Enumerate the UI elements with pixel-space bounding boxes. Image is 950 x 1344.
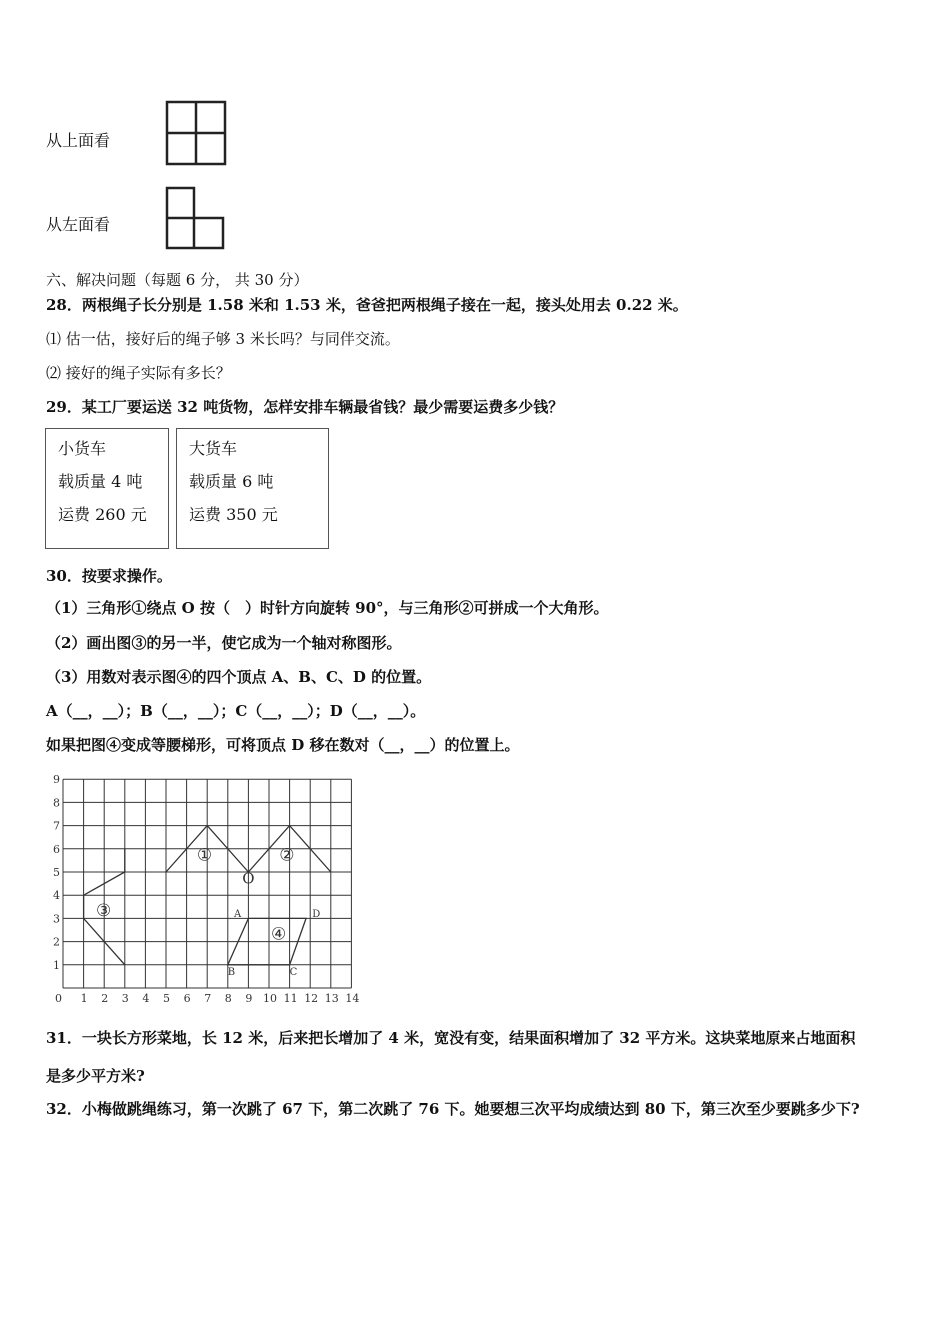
x-tick-label: 11 [283, 992, 298, 1005]
x-tick-label: 7 [204, 992, 212, 1005]
x-tick-label: 5 [163, 992, 170, 1005]
q30-sub3: （3）用数对表示图④的四个顶点 A、B、C、D 的位置。 [46, 668, 432, 686]
q31-line1: 31．一块长方形菜地，长 12 米，后来把长增加了 4 米，宽没有变，结果面积增加了 32 平方米。这块菜地原来占地面积 [46, 1029, 856, 1047]
x-tick-label: 14 [345, 992, 360, 1005]
y-tick-label: 8 [53, 796, 60, 810]
big-truck-name: 大货车 [189, 439, 238, 458]
q31-line2: 是多少平方米? [46, 1067, 145, 1085]
y-tick-label: 2 [53, 935, 60, 949]
x-tick-label: 13 [324, 992, 339, 1005]
x-tick-label: 8 [224, 992, 232, 1005]
y-tick-label: 1 [53, 958, 60, 972]
point-o-label: O [242, 869, 255, 888]
x-tick-label: 3 [121, 992, 129, 1005]
q30-answer-line: A（__，__）；B（__，__）；C（__，__）；D（__，__）。 [46, 702, 426, 720]
small-truck-fee: 运费 260 元 [58, 505, 147, 524]
x-tick-label: 10 [263, 992, 277, 1005]
left-view-figure [160, 184, 230, 254]
triangle-2-label: ② [279, 845, 295, 866]
section-6-header: 六、解决问题（每题 6 分， 共 30 分） [46, 271, 309, 289]
y-tick-label: 3 [53, 912, 60, 926]
big-truck-card [176, 428, 329, 549]
x-tick-label: 9 [245, 992, 253, 1005]
point-a-label: A [233, 909, 242, 921]
y-tick-label: 7 [53, 819, 60, 833]
big-truck-fee: 运费 350 元 [189, 505, 278, 524]
x-tick-label: 1 [80, 992, 88, 1005]
small-truck-capacity: 载质量 4 吨 [58, 472, 143, 491]
coordinate-grid [40, 766, 370, 1008]
point-b-label: B [227, 967, 236, 979]
triangle-1-label: ① [196, 845, 213, 866]
q30-sub1: （1）三角形①绕点 O 按（ ）时针方向旋转 90°，与三角形②可拼成一个大角形。 [46, 599, 609, 617]
grid-ticks [53, 773, 359, 1005]
y-tick-label: 9 [53, 773, 60, 787]
x-tick-label: 12 [304, 992, 319, 1005]
y-tick-label: 5 [53, 866, 60, 879]
view-left-label: 从左面看 [46, 215, 111, 234]
q30-stem: 30．按要求操作。 [46, 567, 172, 585]
top-view-figure [160, 98, 230, 170]
point-c-label: C [289, 967, 298, 979]
grid-lines [63, 779, 351, 988]
q30-followup: 如果把图④变成等腰梯形，可将顶点 D 移在数对（__，__）的位置上。 [46, 736, 520, 754]
q28-stem: 28．两根绳子长分别是 1.58 米和 1.53 米，爸爸把两根绳子接在一起，接头处用去 0.22 米。 [46, 296, 688, 314]
small-truck-name: 小货车 [58, 439, 107, 458]
q29-stem: 29．某工厂要运送 32 吨货物，怎样安排车辆最省钱？最少需要运费多少钱？ [46, 398, 564, 416]
x-tick-label: 0 [55, 992, 62, 1005]
point-d-label: D [312, 909, 321, 921]
x-tick-label: 4 [142, 992, 150, 1005]
grid-labels [96, 845, 320, 978]
small-truck-card [45, 428, 169, 549]
q28-sub1: ⑴ 估一估，接好后的绳子够 3 米长吗？与同伴交流。 [46, 330, 400, 348]
q32-stem: 32．小梅做跳绳练习，第一次跳了 67 下，第二次跳了 76 下。她要想三次平均成绩达到 80 下，第三次至少要跳多少下? [46, 1100, 860, 1118]
x-tick-label: 6 [183, 992, 191, 1005]
y-tick-label: 6 [53, 842, 60, 856]
view-top-label: 从上面看 [46, 131, 111, 150]
q30-sub2: （2）画出图③的另一半，使它成为一个轴对称图形。 [46, 634, 402, 652]
big-truck-capacity: 载质量 6 吨 [189, 472, 274, 491]
x-tick-label: 2 [101, 992, 109, 1005]
shape-3-label: ③ [95, 901, 112, 922]
shape-4-label: ④ [271, 924, 287, 945]
q28-sub2: ⑵ 接好的绳子实际有多长？ [46, 364, 231, 382]
y-tick-label: 4 [53, 889, 60, 903]
